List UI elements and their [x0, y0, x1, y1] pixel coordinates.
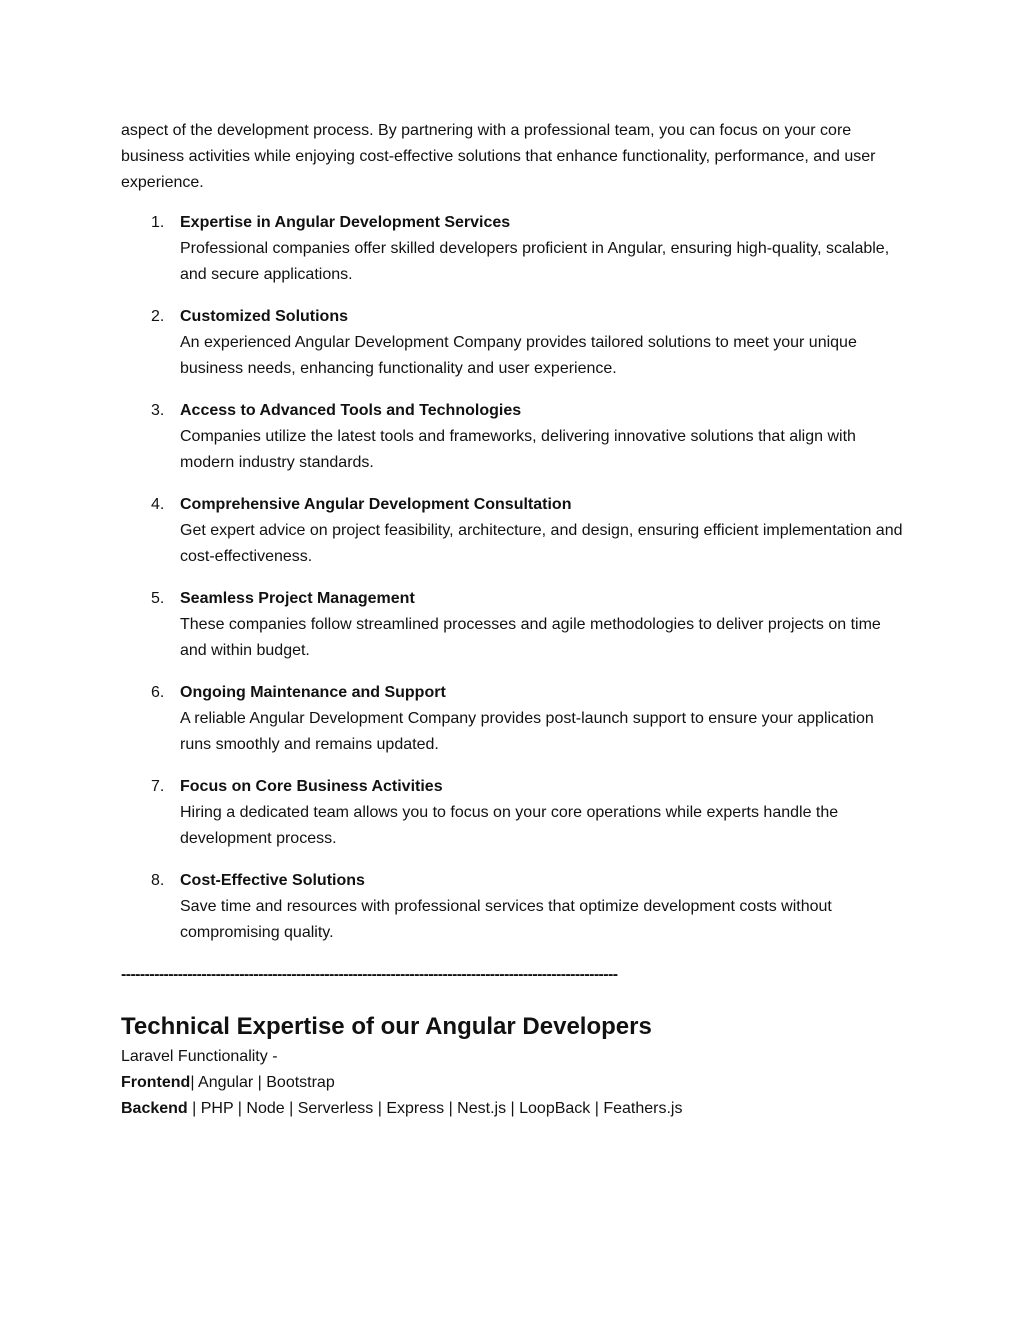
list-item-description: Hiring a dedicated team allows you to focus on your core operations while experts handle the development process.: [180, 804, 839, 847]
list-item-title: Ongoing Maintenance and Support: [180, 684, 446, 701]
list-number: 7.: [151, 778, 165, 795]
list-number: 5.: [151, 590, 165, 607]
list-item-title: Focus on Core Business Activities: [180, 778, 443, 795]
list-number: 2.: [151, 308, 165, 325]
laravel-functionality-line: Laravel Functionality -: [121, 1048, 278, 1065]
frontend-label: Frontend: [121, 1074, 191, 1091]
list-item: [121, 680, 906, 758]
intro-paragraph: aspect of the development process. By partnering with a professional team, you can focus on your core business activities while enjoying cost-effective solutions that enhance functionality, performance, and user experience.: [121, 122, 876, 191]
list-item-description: An experienced Angular Development Company provides tailored solutions to meet your unique business needs, enhancing functionality and user experience.: [180, 334, 857, 377]
list-number: 4.: [151, 496, 165, 513]
list-item-description: A reliable Angular Development Company provides post-launch support to ensure your application runs smoothly and remains updated.: [180, 710, 874, 753]
list-item: [121, 492, 906, 570]
list-item-title: Expertise in Angular Development Services: [180, 214, 511, 231]
list-item: [121, 304, 906, 382]
list-item: [121, 210, 906, 288]
list-number: 6.: [151, 684, 165, 701]
list-item-description: Professional companies offer skilled developers proficient in Angular, ensuring high-quality, scalable, and secure applications.: [180, 240, 890, 283]
backend-label: Backend: [121, 1100, 188, 1117]
list-item-title: Cost-Effective Solutions: [180, 872, 365, 889]
benefits-list: [121, 210, 906, 946]
list-item-title: Customized Solutions: [180, 308, 348, 325]
backend-technologies: | PHP | Node | Serverless | Express | Nest.js | LoopBack | Feathers.js: [187, 1100, 683, 1117]
list-item-description: Companies utilize the latest tools and frameworks, delivering innovative solutions that align with modern industry standards.: [180, 428, 856, 471]
dashed-divider: ---------------------------------------------------------------------------------------------------------: [121, 966, 618, 983]
list-item: [121, 398, 906, 476]
list-item-description: Save time and resources with professional services that optimize development costs without compromising quality.: [180, 898, 832, 941]
backend-row: [121, 1096, 906, 1122]
list-item: [121, 774, 906, 852]
list-item: [121, 868, 906, 946]
list-item-title: Access to Advanced Tools and Technologies: [180, 402, 522, 419]
list-number: 8.: [151, 872, 165, 889]
document-page: [121, 118, 906, 1122]
frontend-technologies: | Angular | Bootstrap: [190, 1074, 335, 1091]
list-number: 3.: [151, 402, 165, 419]
list-item-description: Get expert advice on project feasibility, architecture, and design, ensuring efficient implementation and cost-effectiveness.: [180, 522, 903, 565]
list-item-title: Comprehensive Angular Development Consultation: [180, 496, 572, 513]
list-item-title: Seamless Project Management: [180, 590, 415, 607]
section-heading: Technical Expertise of our Angular Developers: [121, 1013, 652, 1040]
frontend-row: [121, 1070, 906, 1096]
list-number: 1.: [151, 214, 165, 231]
list-item: [121, 586, 906, 664]
list-item-description: These companies follow streamlined processes and agile methodologies to deliver projects on time and within budget.: [180, 616, 881, 659]
